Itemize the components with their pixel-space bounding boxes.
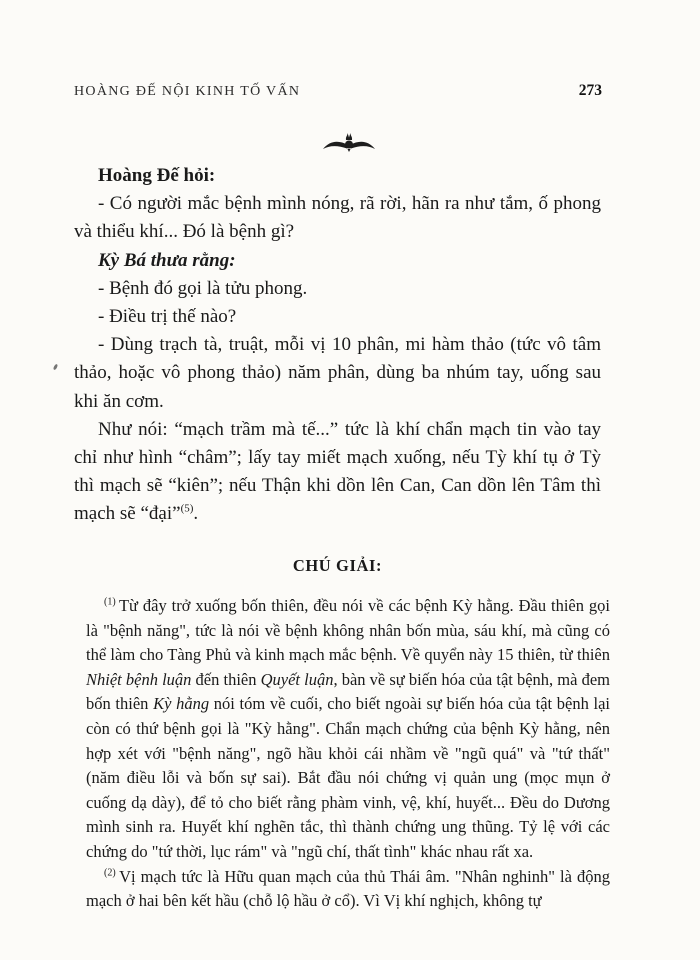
notes-heading: CHÚ GIẢI: xyxy=(292,556,383,575)
dialog-line xyxy=(74,190,601,246)
footnote-1 xyxy=(86,594,610,865)
page-number: 273 xyxy=(578,82,602,99)
text-segment: Kỳ hằng xyxy=(153,694,210,714)
dialog-line xyxy=(74,331,601,416)
speaker-label-ky-ba xyxy=(74,247,601,275)
text-segment: - Bệnh đó gọi là tửu phong. xyxy=(98,277,308,299)
dialog-text-block xyxy=(74,162,601,529)
scan-speck xyxy=(53,364,58,371)
text-segment: Vị mạch tức là Hữu quan mạch của thủ Thái âm. "Nhân nghinh" là động mạch ở hai bên kết hầu (chỗ lộ hầu ở cổ). Vì Vị khí nghịch, không tự xyxy=(86,866,610,911)
dialog-line xyxy=(74,275,601,303)
page-header xyxy=(74,82,602,100)
text-segment: đến thiên xyxy=(191,669,261,689)
footnote-marker: (1) xyxy=(104,596,119,608)
footnote-marker: (5) xyxy=(180,503,194,516)
text-segment: - Có người mắc bệnh mình nóng, rã rời, hãn ra như tắm, ố phong và thiểu khí... Đó là bệnh gì? xyxy=(74,193,601,243)
running-title: HOÀNG ĐẾ NỘI KINH TỐ VẤN xyxy=(74,84,301,99)
text-segment: Hoàng Đế hỏi: xyxy=(98,165,216,186)
text-segment: Như nói: “mạch trầm mà tế...” tức là khí chẩn mạch tin vào tay chỉ như hình “châm”; lấy tay miết mạch xuống, nếu Tỳ khí tụ ở Tỳ thì mạch sẽ “kiên”; nếu Thận khi dồn lên Can, Can dồn lên Tâm thì mạch sẽ “đại” xyxy=(74,418,601,525)
dialog-line xyxy=(74,416,601,529)
text-segment: Nhiệt bệnh luận xyxy=(86,669,192,689)
footnote-2 xyxy=(86,865,610,914)
text-segment: Kỳ Bá thưa rằng: xyxy=(98,249,236,271)
dialog-line xyxy=(74,303,601,331)
text-segment: nói tóm về cuối, cho biết ngoài sự biến hóa của tật bệnh lại còn có thứ bệnh gọi là "Kỳ hằng". Chẩn mạch chứng của bệnh Kỳ hằng, nên hợp xét với "bệnh năng", ngõ hầu khỏi cái nhầm về "ngũ quá" và "tứ thất" (năm điều lỗi và bốn sự sai). Bắt đầu nói chứng vị quản ung (mọc mụn ở cuống dạ dày), để tỏ cho biết rằng phàm vinh, vệ, khí, huyết... Đều do Dương mình sinh ra. Huyết khí nghẽn tắc, thì thành chứng ung thũng. Tỷ lệ với các chứng do "tứ thời, lục rám" và "ngũ chí, thất tình" khác nhau rất xa. xyxy=(86,694,610,861)
bat-fleuron-icon xyxy=(320,130,378,158)
text-segment: , bàn về sự biến hóa của tật bệnh, mà đem bốn thiên xyxy=(86,669,610,714)
text-segment: - Điều trị thế nào? xyxy=(98,306,237,328)
text-segment: . xyxy=(193,503,199,525)
speaker-label-hoang-de xyxy=(74,162,601,190)
footnote-marker: (2) xyxy=(104,867,120,879)
text-segment: - Dùng trạch tà, truật, mỗi vị 10 phân, mi hàm thảo (tức vô tâm thảo, hoặc vô phong thảo) năm phân, dùng ba nhúm tay, uống sau khi ăn cơm. xyxy=(74,334,601,412)
footnotes-block xyxy=(86,594,610,914)
text-segment: Từ đây trở xuống bốn thiên, đều nói về các bệnh Kỳ hằng. Đầu thiên gọi là "bệnh năng", tức là nói về bệnh không nhân bốn mùa, sáu khí, mà cũng có thể làm cho Tàng Phủ và kinh mạch mắc bệnh. Về quyển này 15 thiên, từ thiên xyxy=(86,596,610,665)
text-segment: Quyết luận xyxy=(260,669,334,689)
